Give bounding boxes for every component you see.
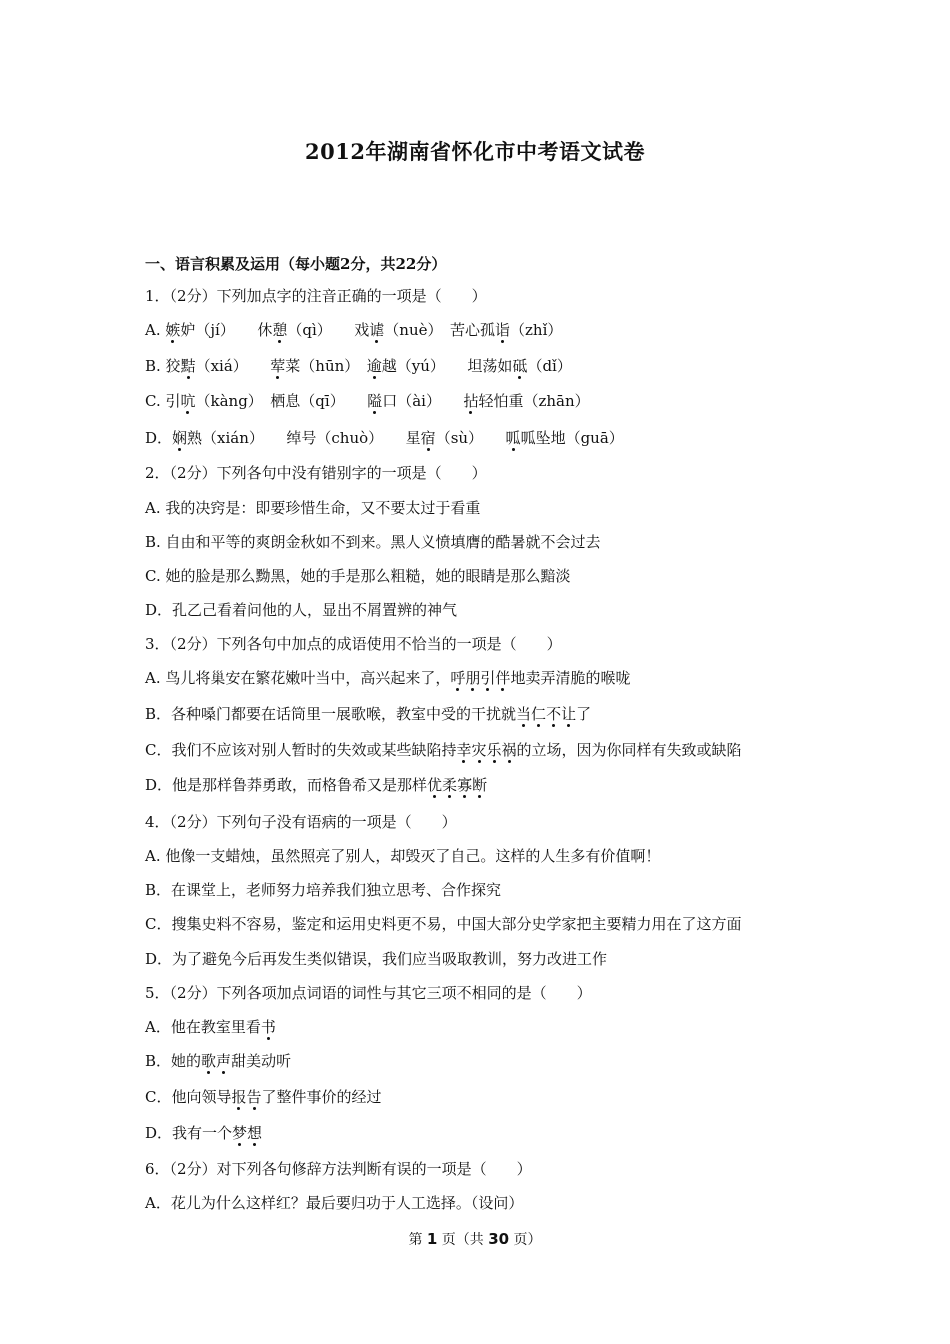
footer-suffix: 页）	[509, 1232, 542, 1248]
dotted-char: 想	[247, 1124, 263, 1142]
text-run: 的立场，因为你同样有失致或缺陷	[516, 741, 742, 759]
text-run: C. 引	[145, 392, 181, 410]
dotted-char: 柔	[442, 776, 458, 794]
text-run: （kàng） 栖息（qī）	[195, 392, 368, 410]
footer-page-number: 1	[426, 1230, 438, 1248]
question-line	[145, 286, 825, 306]
text-run: C．搜集史料不容易，鉴定和运用史料更不易，中国大部分史学家把主要精力用在了这方面	[145, 915, 742, 933]
text-run: C. 她的脸是那么黝黑，她的手是那么粗糙，她的眼睛是那么黯淡	[145, 567, 571, 585]
dotted-char: 灾	[471, 741, 487, 759]
text-run: 1．（2分）下列加点字的注音正确的一项是（ ）	[145, 287, 487, 305]
dotted-char: 仁	[531, 705, 547, 723]
text-run: B．各种嗓门都要在话筒里一展歌喉，教室中受的干扰就	[145, 705, 517, 723]
text-run: （nuè） 苦心孤	[384, 321, 495, 339]
text-run: D．我有一个	[145, 1124, 233, 1142]
question-line	[145, 704, 825, 724]
dotted-char: 荤	[270, 357, 286, 375]
text-run: 了整件事价的经过	[261, 1088, 382, 1106]
text-run: （dǐ）	[527, 357, 572, 375]
question-line	[145, 668, 825, 688]
text-run: 呱坠地（guā）	[520, 429, 624, 447]
question-line	[145, 740, 825, 760]
question-line	[145, 498, 825, 518]
text-run: B．在课堂上，老师努力培养我们独立思考、合作探究	[145, 881, 502, 899]
question-line	[145, 775, 825, 795]
text-run: （sù）	[435, 429, 506, 447]
dotted-char: 吭	[180, 392, 196, 410]
dotted-char: 黠	[180, 357, 196, 375]
dotted-char: 书	[260, 1018, 276, 1036]
text-run: 甜美动听	[231, 1052, 292, 1070]
question-line	[145, 320, 825, 340]
dotted-char: 歌	[201, 1052, 217, 1070]
text-run: C．他向领导	[145, 1088, 232, 1106]
text-run: D．他是那样鲁莽勇敢，而格鲁希又是那样	[145, 776, 428, 794]
dotted-char: 拈	[463, 392, 479, 410]
dotted-char: 诣	[494, 321, 510, 339]
question-line	[145, 812, 825, 832]
question-line	[145, 634, 825, 654]
text-run: A. 我的决窍是：即要珍惜生命，又不要太过于看重	[145, 499, 481, 517]
text-run: A．花儿为什么这样红？最后要归功于人工选择。（设问）	[145, 1194, 524, 1212]
footer-total-pages: 30	[488, 1230, 510, 1248]
text-run: 5．（2分）下列各项加点词语的词性与其它三项不相同的是（ ）	[145, 984, 592, 1002]
question-line	[145, 914, 825, 934]
text-run: 了	[576, 705, 592, 723]
dotted-char: 让	[561, 705, 577, 723]
section-heading: 一、语言积累及运用（每小题2分，共22分）	[145, 255, 447, 273]
question-line	[145, 1051, 825, 1071]
question-line	[145, 880, 825, 900]
text-run: 地卖弄清脆的喉咙	[510, 669, 631, 687]
dotted-char: 梦	[232, 1124, 248, 1142]
text-run: 轻怕重（zhān）	[478, 392, 590, 410]
dotted-char: 当	[516, 705, 532, 723]
text-run: A. 他像一支蜡烛，虽然照亮了别人，却毁灭了自己。这样的人生多有价值啊！	[145, 847, 661, 865]
dotted-char: 断	[472, 776, 488, 794]
page-title: 2012年湖南省怀化市中考语文试卷	[305, 139, 645, 164]
text-run: B．她的	[145, 1052, 202, 1070]
footer-prefix: 第	[408, 1232, 427, 1248]
dotted-char: 憩	[272, 321, 288, 339]
text-run: A.	[145, 321, 166, 339]
question-line	[145, 566, 825, 586]
text-run: D．孔乙己看着问他的人，显出不屑置辨的神气	[145, 601, 458, 619]
text-run: B. 自由和平等的爽朗金秋如不到来。黑人义愤填膺的酷暑就不会过去	[145, 533, 601, 551]
dotted-char: 隘	[367, 392, 383, 410]
question-line	[145, 356, 825, 376]
dotted-char: 朋	[465, 669, 481, 687]
text-run: 熟（xián） 绰号（chuò） 星	[187, 429, 421, 447]
text-run: 妒（jí） 休	[180, 321, 273, 339]
question-line	[145, 983, 825, 1003]
text-run: （xiá）	[195, 357, 271, 375]
text-run: 3．（2分）下列各句中加点的成语使用不恰当的一项是（ ）	[145, 635, 562, 653]
dotted-char: 引	[480, 669, 496, 687]
text-run: （qì） 戏	[287, 321, 370, 339]
dotted-char: 娴	[172, 429, 188, 447]
dotted-char: 嫉	[165, 321, 181, 339]
question-line	[145, 428, 825, 448]
question-line	[145, 846, 825, 866]
dotted-char: 宿	[420, 429, 436, 447]
dotted-char: 呼	[450, 669, 466, 687]
text-run: B. 狡	[145, 357, 181, 375]
text-run: A．他在教室里看	[145, 1018, 261, 1036]
dotted-char: 报	[231, 1088, 247, 1106]
dotted-char: 寡	[457, 776, 473, 794]
text-run: 2．（2分）下列各句中没有错别字的一项是（ ）	[145, 464, 487, 482]
dotted-char: 祸	[501, 741, 517, 759]
text-run: 6．（2分）对下列各句修辞方法判断有误的一项是（ ）	[145, 1160, 532, 1178]
dotted-char: 不	[546, 705, 562, 723]
dotted-char: 声	[216, 1052, 232, 1070]
text-run: A. 鸟儿将巢安在繁花嫩叶当中，高兴起来了，	[145, 669, 451, 687]
question-line	[145, 391, 825, 411]
text-run: D．为了避免今后再发生类似错误，我们应当吸取教训，努力改进工作	[145, 950, 608, 968]
question-line	[145, 1123, 825, 1143]
question-line	[145, 463, 825, 483]
text-run: 4．（2分）下列句子没有语病的一项是（ ）	[145, 813, 457, 831]
question-line	[145, 949, 825, 969]
dotted-char: 砥	[512, 357, 528, 375]
text-run: D．	[145, 429, 173, 447]
text-run: （zhǐ）	[510, 321, 563, 339]
dotted-char: 优	[427, 776, 443, 794]
text-run: C．我们不应该对别人暂时的失效或某些缺陷持	[145, 741, 457, 759]
dotted-char: 乐	[486, 741, 502, 759]
question-line	[145, 532, 825, 552]
page-footer	[0, 1229, 950, 1249]
dotted-char: 告	[246, 1088, 262, 1106]
footer-middle: 页（共	[437, 1232, 489, 1248]
dotted-char: 呱	[505, 429, 521, 447]
dotted-char: 幸	[456, 741, 472, 759]
question-line	[145, 1087, 825, 1107]
dotted-char: 谑	[369, 321, 385, 339]
question-line	[145, 1017, 825, 1037]
question-line	[145, 600, 825, 620]
text-run: 菜（hūn）	[285, 357, 367, 375]
text-run: 口（ài）	[382, 392, 464, 410]
text-run: 越（yú） 坦荡如	[381, 357, 513, 375]
dotted-char: 伴	[495, 669, 511, 687]
question-line	[145, 1159, 825, 1179]
question-line	[145, 1193, 825, 1213]
dotted-char: 逾	[366, 357, 382, 375]
